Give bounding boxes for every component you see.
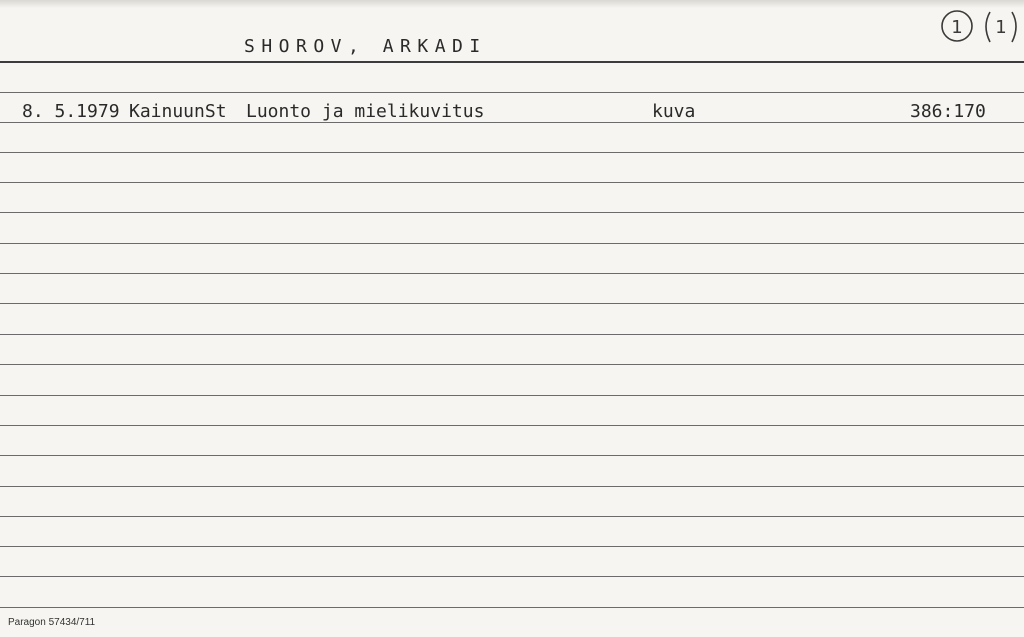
entry-date: 8. 5.1979 bbox=[22, 101, 120, 122]
rule-line bbox=[0, 516, 1024, 517]
rule-line bbox=[0, 334, 1024, 335]
entry-reference: 386:170 bbox=[910, 101, 986, 122]
paren-mark-two bbox=[986, 12, 1016, 42]
rule-line bbox=[0, 182, 1024, 183]
rule-line bbox=[0, 486, 1024, 487]
circle-mark-one bbox=[942, 11, 972, 41]
rule-line bbox=[0, 243, 1024, 244]
rule-line bbox=[0, 607, 1024, 608]
header-rule bbox=[0, 61, 1024, 63]
paren-mark-two-label: 1 bbox=[995, 17, 1007, 38]
rule-line bbox=[0, 546, 1024, 547]
circle-mark-one-label: 1 bbox=[951, 17, 963, 38]
rule-line bbox=[0, 576, 1024, 577]
rule-line bbox=[0, 455, 1024, 456]
rule-line bbox=[0, 425, 1024, 426]
entry-type: kuva bbox=[652, 101, 696, 122]
card-top-edge bbox=[0, 0, 1024, 8]
handwritten-marks bbox=[924, 4, 1024, 48]
rule-line bbox=[0, 92, 1024, 93]
rule-line bbox=[0, 303, 1024, 304]
entry-source: KainuunSt bbox=[129, 101, 227, 122]
person-name: SHOROV, ARKADI bbox=[244, 36, 487, 57]
rule-line bbox=[0, 364, 1024, 365]
rule-line bbox=[0, 395, 1024, 396]
rule-line bbox=[0, 273, 1024, 274]
rule-line bbox=[0, 212, 1024, 213]
rule-line bbox=[0, 122, 1024, 123]
rule-line bbox=[0, 152, 1024, 153]
entry-title: Luonto ja mielikuvitus bbox=[246, 101, 485, 122]
printer-code: Paragon 57434/711 bbox=[8, 617, 96, 628]
